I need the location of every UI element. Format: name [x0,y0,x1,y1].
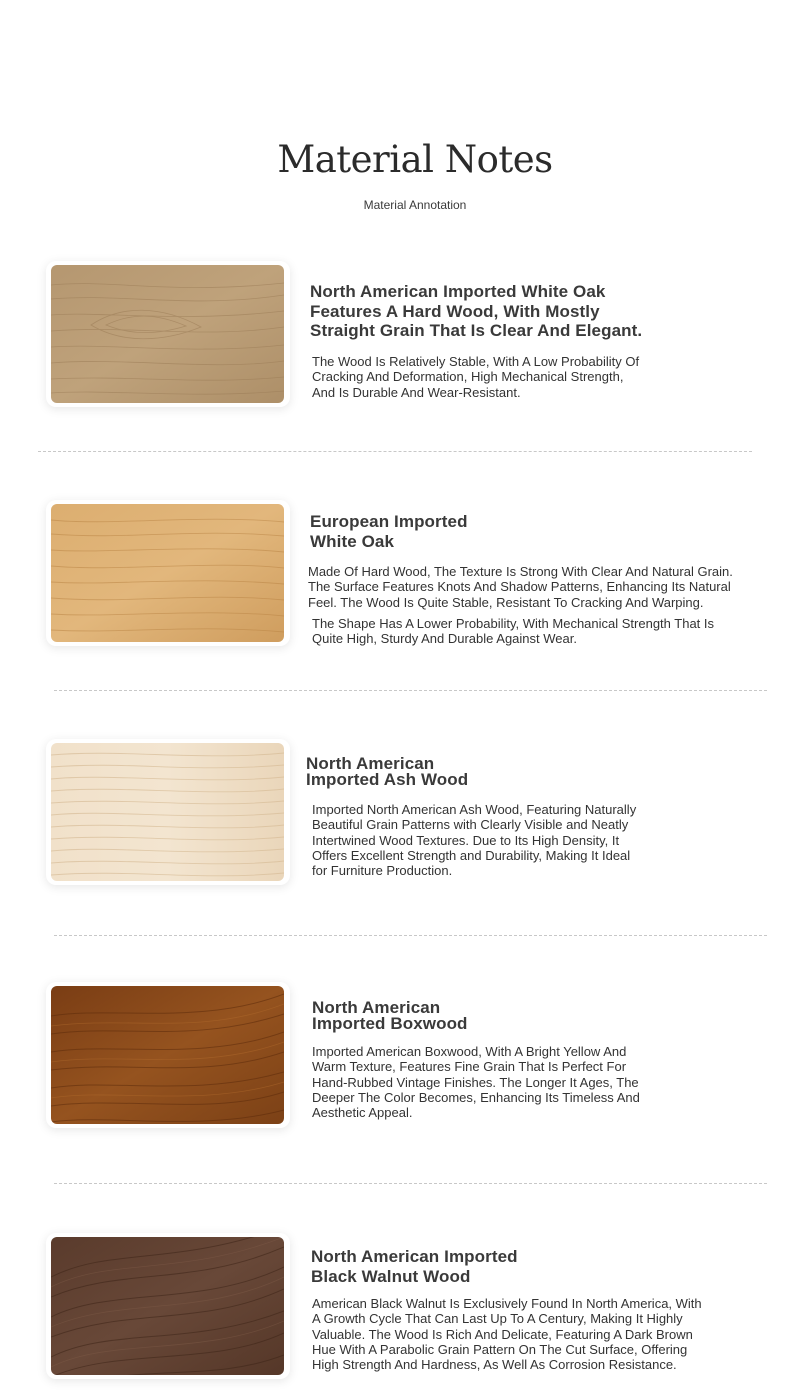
boxwood-swatch-icon [51,986,284,1124]
material-title-black-walnut: North American Imported Black Walnut Wood [311,1247,518,1286]
material-title-european-white-oak: European Imported White Oak [310,512,468,551]
divider [54,690,767,691]
divider [54,1183,767,1184]
material-description-ash-wood: Imported North American Ash Wood, Featuring Naturally Beautiful Grain Patterns with Clearly Visible and Neatly Intertwined Wood Textures. Due to Its High Density, It Offers Excellent Strength and Durability, Making It Ideal for Furniture Production. [312,802,637,879]
ash-wood-swatch-icon [51,743,284,881]
material-card-black-walnut [46,1233,290,1379]
material-description-european-white-oak: Made Of Hard Wood, The Texture Is Strong With Clear And Natural Grain. The Surface Features Knots And Shadow Patterns, Enhancing Its Natural Feel. The Wood Is Quite Stable, Resistant To Cracking And Warping. [308,564,733,610]
divider [54,935,767,936]
page-title: Material Notes [277,138,553,181]
material-title-white-oak: North American Imported White Oak Features A Hard Wood, With Mostly Straight Grain That Is Clear And Elegant. [310,282,643,340]
material-card-boxwood [46,982,290,1128]
material-title-boxwood: North American Imported Boxwood [312,998,468,1033]
european-white-oak-swatch-icon [51,504,284,642]
material-description-european-white-oak-2: The Shape Has A Lower Probability, With Mechanical Strength That Is Quite High, Sturdy And Durable Against Wear. [312,616,715,647]
material-description-white-oak: The Wood Is Relatively Stable, With A Low Probability Of Cracking And Deformation, High Mechanical Strength, And Is Durable And Wear-Resistant. [312,354,640,400]
page-subtitle: Material Annotation [363,198,467,212]
material-card-european-white-oak [46,500,290,646]
divider [38,451,752,452]
black-walnut-swatch-icon [51,1237,284,1375]
material-card-ash-wood [46,739,290,885]
material-description-boxwood: Imported American Boxwood, With A Bright Yellow And Warm Texture, Features Fine Grain That Is Perfect For Hand-Rubbed Vintage Finishes. The Longer It Ages, The Deeper The Color Becomes, Enhancing Its Timeless And Aesthetic Appeal. [312,1044,640,1121]
material-description-black-walnut: American Black Walnut Is Exclusively Found In North America, With A Growth Cycle That Can Last Up To A Century, Making It Highly Valuable. The Wood Is Rich And Delicate, Featuring A Dark Brown Hue With A Parabolic Grain Pattern On The Cut Surface, Offering High Strength And Hardness, As Well As Corrosion Resistance. [312,1296,702,1373]
material-title-ash-wood: North American Imported Ash Wood [306,754,469,789]
white-oak-swatch-icon [51,265,284,403]
material-card-white-oak [46,261,290,407]
